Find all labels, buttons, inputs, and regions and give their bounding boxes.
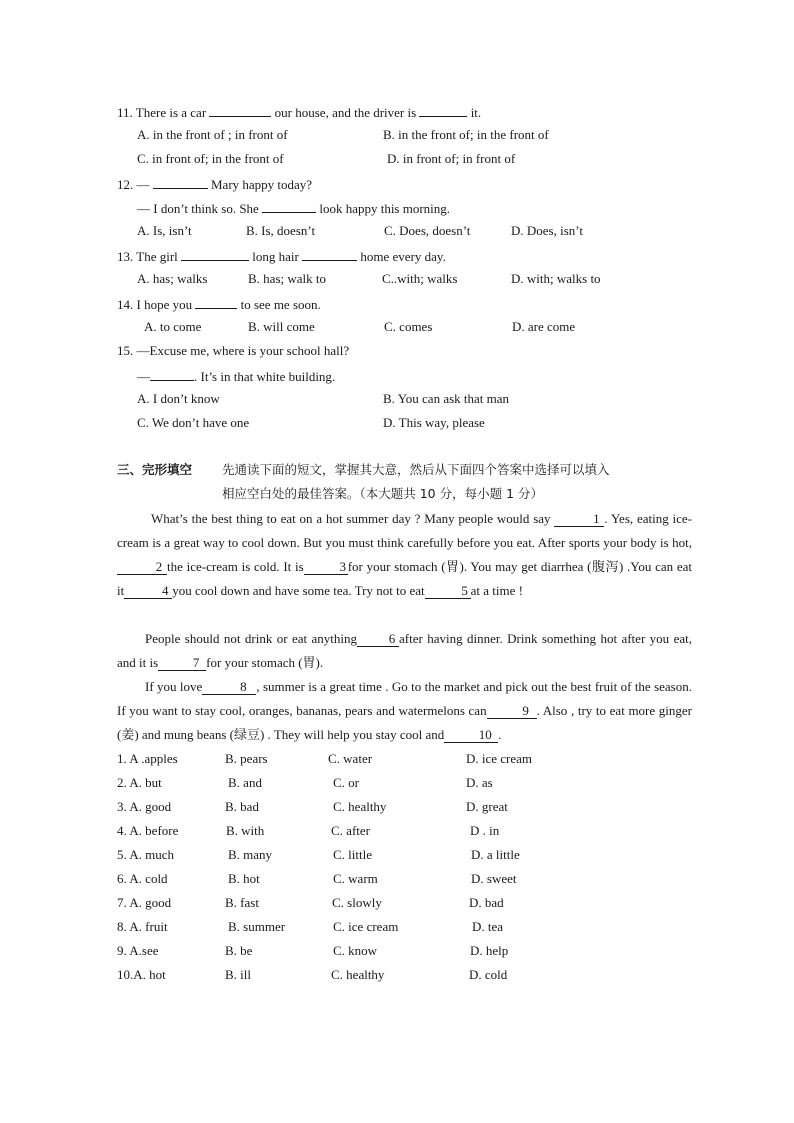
question-12-reply-b: look happy this morning. <box>319 201 451 216</box>
answer-blank[interactable] <box>209 102 271 117</box>
question-13-text-c: home every day. <box>360 249 446 264</box>
question-11-text-a: 11. There is a car <box>117 105 207 120</box>
question-11-option-c[interactable]: C. in front of; in the front of <box>137 151 284 166</box>
cloze-option-7-c[interactable]: C. slowly <box>332 895 382 910</box>
cloze-option-10-c[interactable]: C. healthy <box>331 967 385 982</box>
question-14-option-b[interactable]: B. will come <box>248 319 315 334</box>
cloze-option-8-a[interactable]: 8. A. fruit <box>117 919 168 934</box>
question-15-option-c[interactable]: C. We don’t have one <box>137 415 250 430</box>
question-13-option-b[interactable]: B. has; walk to <box>248 271 326 286</box>
cloze-option-9-b[interactable]: B. be <box>225 943 253 958</box>
cloze-option-1-c[interactable]: C. water <box>328 751 373 766</box>
cloze-blank-4[interactable]: 4 <box>124 584 172 599</box>
cloze-option-7-a[interactable]: 7. A. good <box>117 895 172 910</box>
passage-text: at a time ! <box>470 583 523 598</box>
answer-blank[interactable] <box>419 102 467 117</box>
cloze-option-5-d[interactable]: D. a little <box>471 847 520 862</box>
cloze-option-5-c[interactable]: C. little <box>333 847 372 862</box>
question-13-option-c[interactable]: C..with; walks <box>382 271 458 286</box>
cloze-option-5-b[interactable]: B. many <box>228 847 273 862</box>
cloze-option-8-c[interactable]: C. ice cream <box>333 919 399 934</box>
question-15-option-a[interactable]: A. I don’t know <box>137 391 220 406</box>
cloze-option-6-b[interactable]: B. hot <box>228 871 260 886</box>
question-12-option-d[interactable]: D. Does, isn’t <box>511 223 583 238</box>
passage-text: after having dinner. Drink something hot after you eat, and it is <box>117 631 692 670</box>
question-13-option-d[interactable]: D. with; walks to <box>511 271 601 286</box>
section-instructions-line2: 相应空白处的最佳答案。（本大题共 10 分，每小题 1 分） <box>222 486 544 501</box>
passage-paragraph-2 <box>117 627 692 675</box>
question-15-reply <box>137 366 335 386</box>
cloze-blank-6[interactable]: 6 <box>357 632 399 647</box>
cloze-option-1-b[interactable]: B. pears <box>225 751 268 766</box>
cloze-option-10-b[interactable]: B. ill <box>225 967 252 982</box>
answer-blank[interactable] <box>302 246 357 261</box>
cloze-option-4-b[interactable]: B. with <box>226 823 265 838</box>
cloze-option-4-c[interactable]: C. after <box>331 823 370 838</box>
question-11-option-d[interactable]: D. in front of; in front of <box>387 151 516 166</box>
passage-text: . <box>498 727 502 742</box>
cloze-option-6-d[interactable]: D. sweet <box>471 871 517 886</box>
cloze-blank-8[interactable]: 8 <box>202 680 256 695</box>
passage-text: What’s the best thing to eat on a hot summer day ? Many people would say <box>151 511 551 526</box>
passage-text: you cool down and have some tea. Try not to eat <box>172 583 425 598</box>
passage-text: for your stomach (胃). You may get diarrhea (腹泻) .You can eat it <box>117 559 692 598</box>
question-15-stem: 15. —Excuse me, where is your school hall? <box>117 343 350 358</box>
cloze-option-8-d[interactable]: D. tea <box>472 919 504 934</box>
question-15-option-b[interactable]: B. You can ask that man <box>383 391 510 406</box>
cloze-option-5-a[interactable]: 5. A. much <box>117 847 175 862</box>
section-instructions-line1: 先通读下面的短文，掌握其大意，然后从下面四个答案中选择可以填入 <box>222 462 610 477</box>
passage-text: . Yes, eating ice-cream is a great way to cool down. But you must think carefully before you eat. After sports your body is hot, <box>117 511 693 550</box>
cloze-option-8-b[interactable]: B. summer <box>228 919 286 934</box>
cloze-option-3-a[interactable]: 3. A. good <box>117 799 172 814</box>
answer-blank[interactable] <box>153 174 208 189</box>
question-13-text-a: 13. The girl <box>117 249 178 264</box>
cloze-option-1-d[interactable]: D. ice cream <box>466 751 533 766</box>
question-12-text-a: 12. — <box>117 177 150 192</box>
cloze-option-4-d[interactable]: D . in <box>470 823 500 838</box>
section-title: 三、完形填空 <box>117 462 193 477</box>
passage-text: for your stomach (胃). <box>206 655 324 670</box>
cloze-blank-7[interactable]: 7 <box>158 656 206 671</box>
passage-text: the ice-cream is cold. It is <box>167 559 304 574</box>
question-14-option-d[interactable]: D. are come <box>512 319 576 334</box>
cloze-option-2-d[interactable]: D. as <box>466 775 493 790</box>
question-14-text-b: to see me soon. <box>240 297 321 312</box>
cloze-option-2-c[interactable]: C. or <box>333 775 359 790</box>
cloze-blank-2[interactable]: 2 <box>117 560 167 575</box>
passage-text: People should not drink or eat anything <box>145 631 357 646</box>
question-11-text-c: it. <box>470 105 482 120</box>
cloze-blank-9[interactable]: 9 <box>487 704 537 719</box>
cloze-option-3-c[interactable]: C. healthy <box>333 799 387 814</box>
question-12-option-a[interactable]: A. Is, isn’t <box>137 223 192 238</box>
cloze-option-4-a[interactable]: 4. A. before <box>117 823 179 838</box>
answer-blank[interactable] <box>181 246 249 261</box>
cloze-option-3-b[interactable]: B. bad <box>225 799 259 814</box>
question-11-stem <box>117 102 481 122</box>
cloze-option-9-a[interactable]: 9. A.see <box>117 943 159 958</box>
cloze-option-1-a[interactable]: 1. A .apples <box>117 751 178 766</box>
question-12-text-b: Mary happy today? <box>211 177 313 192</box>
cloze-option-2-a[interactable]: 2. A. but <box>117 775 162 790</box>
answer-blank[interactable] <box>150 366 194 381</box>
question-14-stem <box>117 294 321 314</box>
question-12-option-c[interactable]: C. Does, doesn’t <box>384 223 471 238</box>
cloze-blank-10[interactable]: 10 <box>444 728 498 743</box>
cloze-option-2-b[interactable]: B. and <box>228 775 262 790</box>
question-15-option-d[interactable]: D. This way, please <box>383 415 485 430</box>
cloze-option-9-d[interactable]: D. help <box>470 943 509 958</box>
passage-text: . Also , try to eat more ginger (姜) and mung beans (绿豆) . They will help you stay cool and <box>117 703 693 742</box>
cloze-blank-1[interactable]: 1 <box>554 512 604 527</box>
cloze-option-3-d[interactable]: D. great <box>466 799 508 814</box>
cloze-option-6-c[interactable]: C. warm <box>333 871 378 886</box>
question-11-option-b[interactable]: B. in the front of; in the front of <box>383 127 549 142</box>
question-13-stem <box>117 246 446 266</box>
question-13-option-a[interactable]: A. has; walks <box>137 271 208 286</box>
question-11-text-b: our house, and the driver is <box>274 105 417 120</box>
question-11-option-a[interactable]: A. in the front of ; in front of <box>137 127 288 142</box>
question-13-text-b: long hair <box>252 249 299 264</box>
question-14-option-a[interactable]: A. to come <box>144 319 202 334</box>
cloze-option-7-b[interactable]: B. fast <box>225 895 259 910</box>
cloze-blank-5[interactable]: 5 <box>425 584 471 599</box>
question-15-reply-b: . It’s in that white building. <box>194 369 336 384</box>
question-14-text-a: 14. I hope you <box>117 297 193 312</box>
cloze-option-9-c[interactable]: C. know <box>333 943 378 958</box>
passage-text: , summer is a great time . Go to the market and pick out the best fruit of the season. If you want to stay cool, oranges, bananas, pears and watermelons can <box>117 679 692 718</box>
question-12-stem <box>117 174 312 194</box>
passage-text: If you love <box>145 679 203 694</box>
cloze-blank-3[interactable]: 3 <box>304 560 348 575</box>
answer-blank[interactable] <box>262 198 316 213</box>
cloze-option-10-a[interactable]: 10.A. hot <box>117 967 166 982</box>
question-12-option-b[interactable]: B. Is, doesn’t <box>246 223 316 238</box>
question-15-reply-a: — <box>137 369 150 384</box>
question-14-option-c[interactable]: C. comes <box>384 319 433 334</box>
cloze-option-6-a[interactable]: 6. A. cold <box>117 871 168 886</box>
answer-blank[interactable] <box>195 294 237 309</box>
cloze-option-10-d[interactable]: D. cold <box>469 967 508 982</box>
cloze-option-7-d[interactable]: D. bad <box>469 895 504 910</box>
passage-paragraph-1 <box>117 507 692 603</box>
passage-paragraph-3 <box>117 675 692 747</box>
question-12-reply-a: — I don’t think so. She <box>137 201 259 216</box>
question-12-reply <box>137 198 450 218</box>
